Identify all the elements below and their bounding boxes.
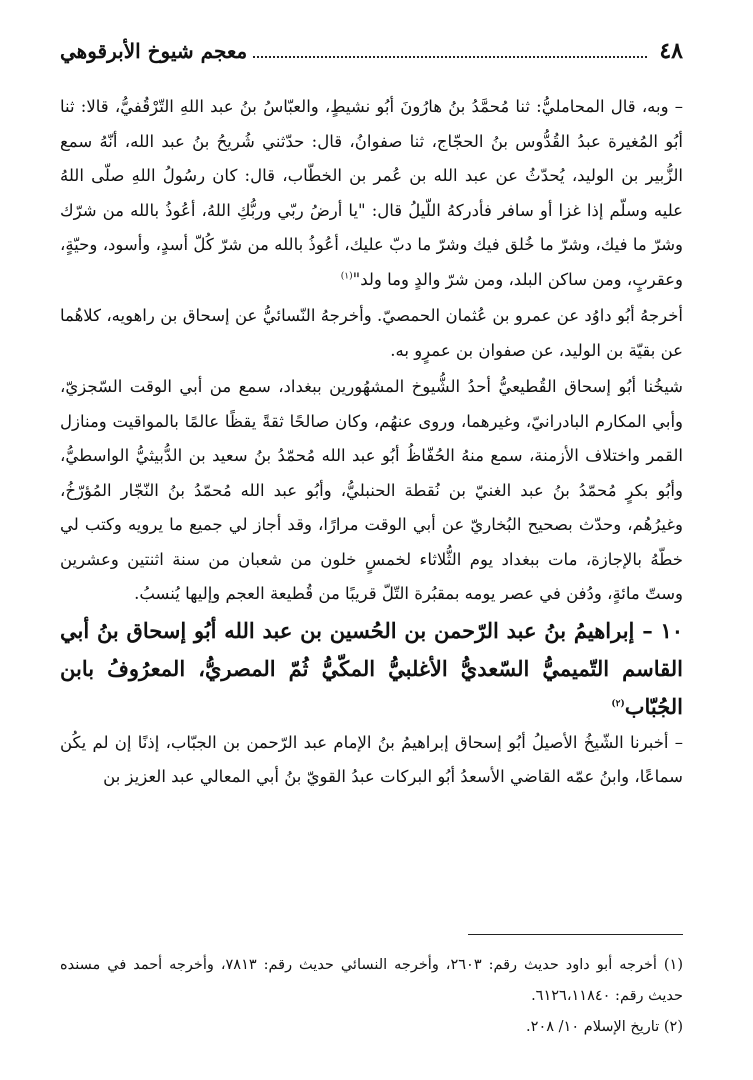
narration-paragraph: – أخبرنا الشّيخُ الأصيلُ أبُو إسحاق إبراهيمُ بنُ الإمام عبد الرّحمن بن الجبّاب، إذنًا إن لم يكُن سماعًا، وابنُ عمّه القاضي الأسعدُ أبُو البركات عبدُ القويّ بنُ أبي المعالي عبد العزيز بن (60, 732, 683, 786)
footnote-ref-1: (١) (340, 271, 353, 281)
footnote-ref-2: (٢) (611, 698, 625, 709)
header-dot-leader (253, 55, 647, 58)
hadith-paragraph: – وبه، قال المحامليُّ: ثنا مُحمَّدُ بنُ هارُونَ أبُو نشيطٍ، والعبّاسُ بنُ عبد اللهِ التّرْقُفيُّ، قالا: ثنا أبُو المُغيرة عبدُ القُدُّوس بنُ الحجّاج، ثنا صفوانُ، قال: حدّثني شُريحُ بنُ عبد الله، أنّهُ سمع الزُّبير بن الوليد، يُحدّثُ عن عبد الله بن عُمر بن الخطّاب، قال: كان رسُولُ اللهِ صلّى اللهُ عليه وسلّم إذا غزا أو سافر فأدركهُ اللّيلُ قال: "يا أرضُ ربّي وربُّكِ اللهُ، أعُوذُ بالله من شرّك وشرّ ما فيك، وشرّ ما خُلق فيك وشرّ ما دبّ عليك، أعُوذُ بالله من شرّ كُلّ أسدٍ، وأسود، وحيّةٍ، وعقربٍ، ومن ساكن البلد، ومن شرّ والدٍ وما ولد"$^{(١)}$ (60, 97, 683, 289)
entry-name: إبراهيمُ بنُ عبد الرّحمن بن الحُسين بن عبد الله أبُو إسحاق بنُ أبي القاسم التّميميُّ السّعديُّ الأغلبيُّ المكّيُّ ثُمّ المصريُّ، المعرُوفُ بابن الجُبّاب (60, 617, 683, 719)
biography-paragraph: شيخُنا أبُو إسحاق القُطيعيُّ أحدُ الشُّيوخ المشهُورين ببغداد، سمع من أبي الوقت السّجزيّ، وأبي المكارم البادرانيّ، وغيرهما، وروى عنهُم، وكان صالحًا ثقةً يقظًا عالمًا بالمواقيت ومنازل القمر واختلاف الأزمنة، سمع منهُ الحُفّاظُ أبُو عبد الله مُحمّدُ بنُ سعيد بن الدُّبيثيُّ الواسطيُّ، وأبُو بكرٍ مُحمّدُ بنُ عبد الغنيّ بن نُقطة الحنبليُّ، وأبُو عبد الله مُحمّدُ بنُ النّجّار المُؤرّخُ، وغيرُهُم، وحدّث بصحيح البُخاريّ عن أبي الوقت مرارًا، وقد أجاز لي جميع ما يرويه وكتب لي خطّهُ بالإجازة، مات ببغداد يوم الثُّلاثاء لخمسٍ خلون من شعبان من سنة اثنتين وعشرين وستّ مائةٍ، ودُفن في عصر يومه بمقبُرة التّلّ قريبًا من قُطيعة العجم وإليها يُنسبُ. (60, 377, 683, 603)
footnote-divider (468, 934, 683, 935)
footnotes (60, 950, 683, 1043)
page-number: ٤٨ (659, 38, 683, 64)
page-header (60, 38, 683, 72)
main-text (60, 90, 683, 795)
footnote-1: (١) أخرجه أبو داود حديث رقم: ٢٦٠٣، وأخرجه النسائي حديث رقم: ٧٨١٣، وأخرجه أحمد في مسنده حديث رقم: ٦١٢٦،١١٨٤٠. (60, 957, 684, 1004)
entry-number: ١٠ – (642, 617, 684, 643)
book-title: معجم شيوخ الأبرقوهي (60, 39, 248, 63)
takhrij-paragraph: أخرجهُ أبُو داوُد عن عمرو بن عُثمان الحمصيّ. وأخرجهُ النّسائيُّ عن إسحاق بن راهويه، كلاهُما عن بقيّة بن الوليد، عن صفوان بن عمرٍو به. (60, 306, 683, 360)
footnote-2: (٢) تاريخ الإسلام ١٠/ ٢٠٨. (526, 1019, 683, 1035)
entry-heading (60, 612, 683, 726)
